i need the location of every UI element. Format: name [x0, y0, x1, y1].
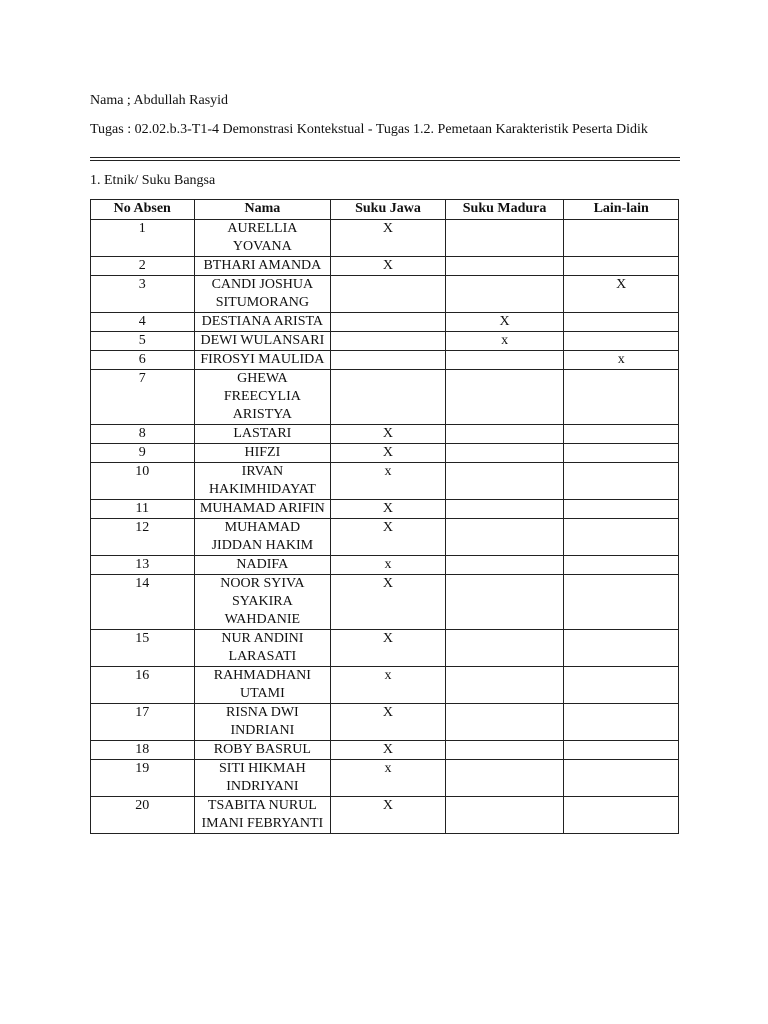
cell-lain-lain: [564, 760, 679, 797]
cell-nama: MUHAMAD ARIFIN: [194, 500, 331, 519]
table-row: [91, 276, 679, 313]
cell-lain-lain: X: [564, 276, 679, 313]
cell-lain-lain: [564, 220, 679, 257]
cell-no-absen: 19: [91, 760, 195, 797]
table-row: [91, 519, 679, 556]
table-row: [91, 630, 679, 667]
cell-no-absen: 2: [91, 257, 195, 276]
cell-no-absen: 6: [91, 351, 195, 370]
double-rule-divider: [90, 157, 680, 161]
column-header-suku-madura: Suku Madura: [445, 200, 564, 220]
table-row: [91, 370, 679, 425]
cell-no-absen: 7: [91, 370, 195, 425]
cell-lain-lain: [564, 444, 679, 463]
cell-suku-madura: [445, 351, 564, 370]
cell-no-absen: 11: [91, 500, 195, 519]
cell-nama: AURELLIA YOVANA: [194, 220, 331, 257]
cell-lain-lain: [564, 332, 679, 351]
cell-suku-madura: [445, 704, 564, 741]
cell-lain-lain: [564, 313, 679, 332]
cell-suku-madura: [445, 444, 564, 463]
cell-nama: MUHAMAD JIDDAN HAKIM: [194, 519, 331, 556]
cell-suku-jawa: X: [331, 500, 446, 519]
cell-no-absen: 8: [91, 425, 195, 444]
table-row: [91, 257, 679, 276]
cell-suku-jawa: X: [331, 630, 446, 667]
cell-suku-jawa: x: [331, 667, 446, 704]
column-header-suku-jawa: Suku Jawa: [331, 200, 446, 220]
cell-suku-jawa: x: [331, 760, 446, 797]
table-row: [91, 575, 679, 630]
cell-nama: ROBY BASRUL: [194, 741, 331, 760]
cell-nama: RISNA DWI INDRIANI: [194, 704, 331, 741]
table-header-row: [91, 200, 679, 220]
cell-lain-lain: [564, 257, 679, 276]
cell-lain-lain: [564, 370, 679, 425]
table-row: [91, 425, 679, 444]
table-row: [91, 463, 679, 500]
table-row: [91, 741, 679, 760]
cell-suku-madura: [445, 760, 564, 797]
cell-nama: CANDI JOSHUA SITUMORANG: [194, 276, 331, 313]
cell-no-absen: 5: [91, 332, 195, 351]
cell-suku-jawa: X: [331, 575, 446, 630]
cell-nama: BTHARI AMANDA: [194, 257, 331, 276]
cell-nama: NOOR SYIVA SYAKIRA WAHDANIE: [194, 575, 331, 630]
cell-suku-jawa: X: [331, 425, 446, 444]
cell-suku-madura: x: [445, 332, 564, 351]
cell-suku-jawa: [331, 276, 446, 313]
cell-no-absen: 15: [91, 630, 195, 667]
cell-no-absen: 13: [91, 556, 195, 575]
cell-nama: NUR ANDINI LARASATI: [194, 630, 331, 667]
cell-suku-madura: X: [445, 313, 564, 332]
cell-suku-madura: [445, 519, 564, 556]
cell-no-absen: 17: [91, 704, 195, 741]
cell-suku-madura: [445, 425, 564, 444]
cell-no-absen: 12: [91, 519, 195, 556]
column-header-nama: Nama: [194, 200, 331, 220]
cell-suku-madura: [445, 500, 564, 519]
cell-suku-madura: [445, 257, 564, 276]
cell-suku-jawa: X: [331, 704, 446, 741]
cell-suku-madura: [445, 667, 564, 704]
cell-no-absen: 10: [91, 463, 195, 500]
table-row: [91, 797, 679, 834]
cell-nama: FIROSYI MAULIDA: [194, 351, 331, 370]
cell-nama: LASTARI: [194, 425, 331, 444]
cell-lain-lain: [564, 667, 679, 704]
cell-lain-lain: [564, 519, 679, 556]
cell-no-absen: 14: [91, 575, 195, 630]
table-row: [91, 220, 679, 257]
cell-lain-lain: [564, 463, 679, 500]
cell-suku-madura: [445, 556, 564, 575]
cell-suku-jawa: [331, 332, 446, 351]
cell-suku-madura: [445, 370, 564, 425]
cell-lain-lain: [564, 630, 679, 667]
section-heading: 1. Etnik/ Suku Bangsa: [90, 173, 216, 188]
cell-suku-madura: [445, 463, 564, 500]
cell-suku-jawa: X: [331, 257, 446, 276]
cell-no-absen: 3: [91, 276, 195, 313]
column-header-no-absen: No Absen: [91, 200, 195, 220]
table-row: [91, 760, 679, 797]
cell-lain-lain: [564, 704, 679, 741]
cell-suku-jawa: [331, 351, 446, 370]
table-row: [91, 332, 679, 351]
cell-nama: DEWI WULANSARI: [194, 332, 331, 351]
cell-suku-jawa: X: [331, 741, 446, 760]
cell-suku-madura: [445, 741, 564, 760]
cell-suku-madura: [445, 575, 564, 630]
cell-no-absen: 9: [91, 444, 195, 463]
cell-suku-jawa: [331, 370, 446, 425]
cell-no-absen: 20: [91, 797, 195, 834]
student-name-line: Nama ; Abdullah Rasyid: [90, 93, 229, 108]
cell-no-absen: 1: [91, 220, 195, 257]
cell-nama: DESTIANA ARISTA: [194, 313, 331, 332]
cell-suku-madura: [445, 276, 564, 313]
table-row: [91, 704, 679, 741]
cell-nama: RAHMADHANI UTAMI: [194, 667, 331, 704]
cell-suku-jawa: [331, 313, 446, 332]
cell-suku-jawa: x: [331, 463, 446, 500]
cell-nama: SITI HIKMAH INDRIYANI: [194, 760, 331, 797]
cell-suku-madura: [445, 797, 564, 834]
cell-suku-jawa: X: [331, 797, 446, 834]
cell-no-absen: 16: [91, 667, 195, 704]
cell-nama: IRVAN HAKIMHIDAYAT: [194, 463, 331, 500]
cell-suku-jawa: x: [331, 556, 446, 575]
cell-suku-jawa: X: [331, 519, 446, 556]
cell-nama: NADIFA: [194, 556, 331, 575]
cell-no-absen: 18: [91, 741, 195, 760]
cell-suku-jawa: X: [331, 444, 446, 463]
table-row: [91, 556, 679, 575]
cell-suku-madura: [445, 220, 564, 257]
cell-lain-lain: x: [564, 351, 679, 370]
cell-lain-lain: [564, 425, 679, 444]
cell-no-absen: 4: [91, 313, 195, 332]
table-row: [91, 351, 679, 370]
table-body: [91, 220, 679, 834]
cell-lain-lain: [564, 556, 679, 575]
cell-suku-madura: [445, 630, 564, 667]
cell-lain-lain: [564, 741, 679, 760]
cell-lain-lain: [564, 797, 679, 834]
cell-nama: GHEWA FREECYLIA ARISTYA: [194, 370, 331, 425]
ethnicity-table: [90, 199, 679, 834]
table-row: [91, 667, 679, 704]
cell-lain-lain: [564, 500, 679, 519]
cell-lain-lain: [564, 575, 679, 630]
column-header-lain-lain: Lain-lain: [564, 200, 679, 220]
table-row: [91, 444, 679, 463]
cell-nama: TSABITA NURUL IMANI FEBRYANTI: [194, 797, 331, 834]
table-row: [91, 500, 679, 519]
assignment-title-line: Tugas : 02.02.b.3-T1-4 Demonstrasi Kontekstual - Tugas 1.2. Pemetaan Karakteristik Peserta Didik: [90, 122, 648, 137]
cell-nama: HIFZI: [194, 444, 331, 463]
cell-suku-jawa: X: [331, 220, 446, 257]
table-row: [91, 313, 679, 332]
